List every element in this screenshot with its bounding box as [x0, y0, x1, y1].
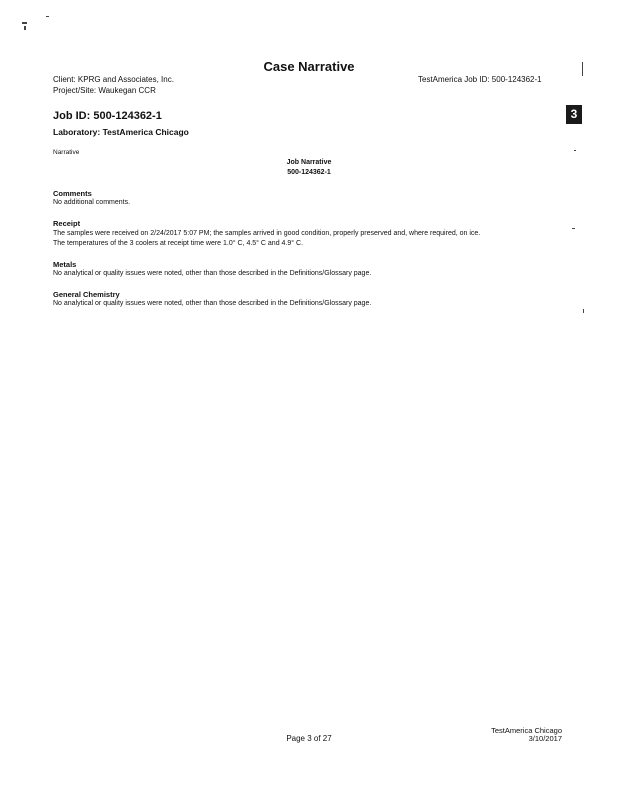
section-heading-general-chemistry: General Chemistry — [53, 290, 120, 299]
scan-artifact — [46, 16, 49, 17]
job-narrative-block — [0, 158, 618, 178]
section-body-general-chemistry: No analytical or quality issues were noted, other than those described in the Definitions/Glossary page. — [53, 300, 372, 307]
section-body-comments: No additional comments. — [53, 199, 131, 206]
scan-artifact — [22, 22, 27, 24]
project-line: Project/Site: Waukegan CCR — [53, 86, 156, 95]
scan-artifact — [572, 228, 575, 229]
job-narrative-title: Job Narrative — [286, 159, 332, 166]
client-line: Client: KPRG and Associates, Inc. — [53, 75, 174, 84]
job-id-heading: Job ID: 500-124362-1 — [53, 110, 162, 122]
laboratory-line: Laboratory: TestAmerica Chicago — [53, 127, 189, 137]
scan-artifact — [582, 62, 583, 76]
narrative-label: Narrative — [53, 149, 80, 156]
footer-date: 3/10/2017 — [528, 734, 562, 743]
footer-lab-date — [456, 727, 562, 743]
scan-artifact — [583, 309, 584, 313]
section-tab: 3 — [566, 105, 582, 124]
section-heading-comments: Comments — [53, 189, 92, 198]
document-title: Case Narrative — [263, 59, 355, 74]
scan-artifact — [24, 26, 26, 30]
page-number: Page 3 of 27 — [286, 734, 332, 743]
section-heading-receipt: Receipt — [53, 219, 81, 228]
section-body-receipt-line1: The samples were received on 2/24/2017 5:07 PM; the samples arrived in good condition, properly preserved and, where required, on ice. — [53, 230, 481, 237]
section-body-metals: No analytical or quality issues were noted, other than those described in the Definitions/Glossary page. — [53, 270, 372, 277]
section-heading-metals: Metals — [53, 260, 77, 269]
scan-artifact — [574, 150, 576, 151]
section-body-receipt-line2: The temperatures of the 3 coolers at receipt time were 1.0° C, 4.5° C and 4.9° C. — [53, 240, 304, 247]
footer-lab: TestAmerica Chicago — [491, 726, 562, 735]
job-narrative-number: 500-124362-1 — [287, 169, 331, 176]
job-reference: TestAmerica Job ID: 500-124362-1 — [418, 75, 542, 84]
